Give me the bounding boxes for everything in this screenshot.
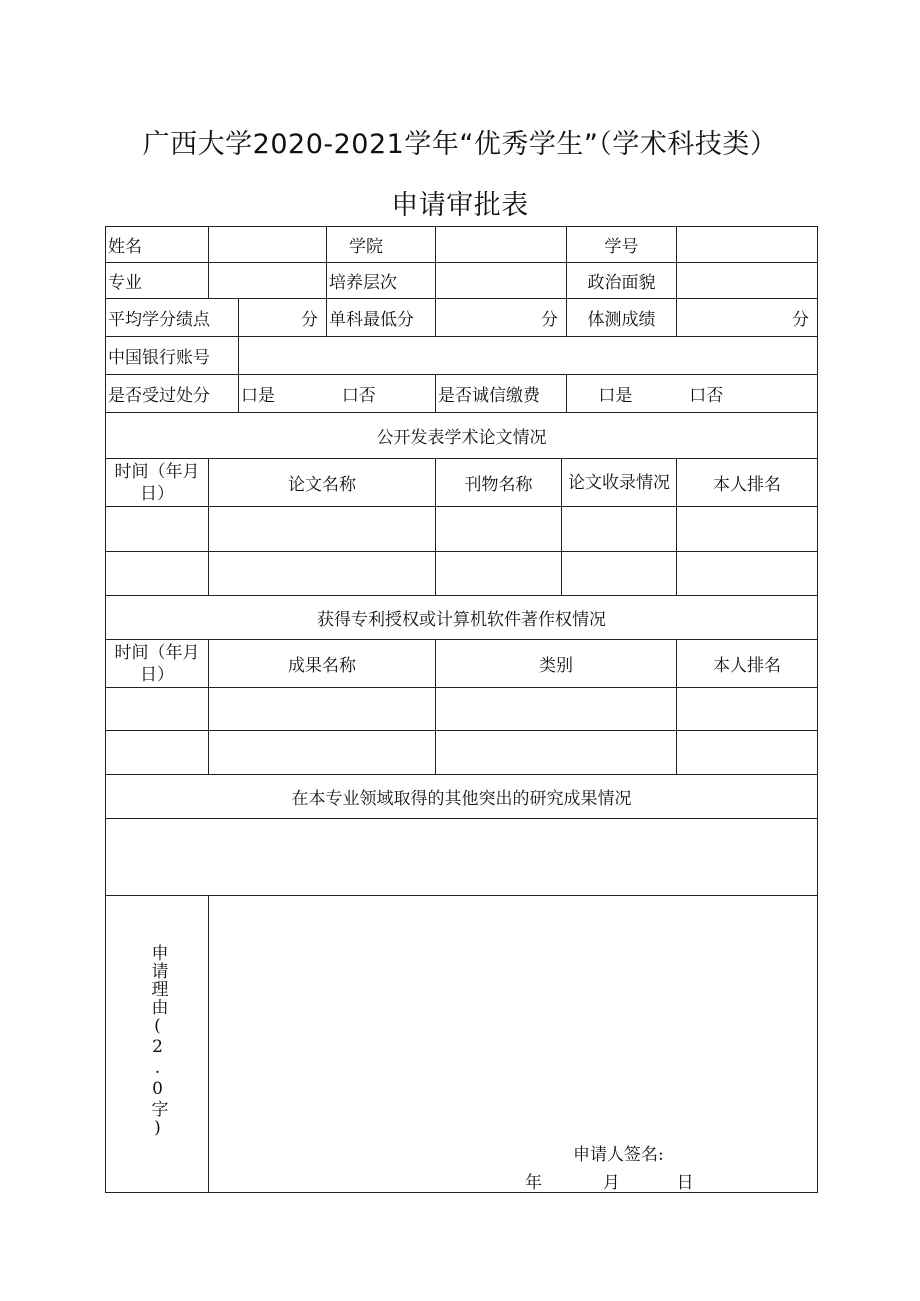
patents-data-row [106,688,818,731]
patents-cell[interactable] [436,688,677,731]
papers-cell[interactable] [106,552,209,596]
papers-col-time: 时间（年月日） [106,459,209,507]
min-score-label: 单科最低分 [327,299,436,337]
basic-row-5 [106,375,818,413]
student-id-label: 学号 [567,227,677,263]
papers-cell[interactable] [106,507,209,552]
date-month: 月 [602,1173,620,1193]
papers-cell[interactable] [677,552,818,596]
patents-cell[interactable] [106,688,209,731]
papers-cell[interactable] [436,552,562,596]
papers-cell[interactable] [677,507,818,552]
papers-section-row [106,413,818,459]
fee-options [567,375,818,413]
min-score-unit: 分 [541,310,558,330]
form-title: 广西大学2020-2021学年“优秀学生”（学术科技类） [142,129,778,160]
politics-field[interactable] [677,263,818,299]
other-content-row [106,819,818,896]
patents-cell[interactable] [106,731,209,775]
name-label: 姓名 [106,227,209,263]
college-field[interactable] [436,227,567,263]
reason-label: 申请理由(2.0字) [147,944,168,1139]
date-day: 日 [676,1173,694,1193]
reason-row [106,896,818,1193]
patents-cell[interactable] [209,688,436,731]
papers-section-title: 公开发表学术论文情况 [106,413,818,459]
punish-yes-checkbox[interactable]: 口是 [241,386,275,406]
patents-col-rank: 本人排名 [677,640,818,688]
patents-col-name: 成果名称 [209,640,436,688]
punish-label: 是否受过处分 [106,375,239,413]
fee-no-checkbox[interactable]: 口否 [689,386,724,406]
name-field[interactable] [209,227,327,263]
punish-options [239,375,436,413]
papers-data-row [106,552,818,596]
papers-cell[interactable] [562,552,677,596]
patents-col-time: 时间（年月日） [106,640,209,688]
application-form-table [105,226,818,1193]
papers-cell[interactable] [562,507,677,552]
basic-row-1 [106,227,818,263]
bank-field[interactable] [239,337,818,375]
patents-cell[interactable] [677,688,818,731]
politics-label: 政治面貌 [567,263,677,299]
papers-cell[interactable] [209,507,436,552]
papers-cell[interactable] [436,507,562,552]
patents-col-type: 类别 [436,640,677,688]
pe-field[interactable] [677,299,818,337]
level-field[interactable] [436,263,567,299]
patents-cell[interactable] [436,731,677,775]
reason-label-cell [106,896,209,1193]
patents-data-row [106,731,818,775]
major-field[interactable] [209,263,327,299]
college-label [327,227,436,263]
basic-row-4 [106,337,818,375]
form-subtitle: 申请审批表 [391,190,529,221]
papers-cell[interactable] [209,552,436,596]
patents-header-row [106,640,818,688]
patents-section-row [106,596,818,640]
major-label: 专业 [106,263,209,299]
fee-yes-checkbox[interactable]: 口是 [598,386,633,406]
level-label: 培养层次 [327,263,436,299]
basic-row-2 [106,263,818,299]
patents-cell[interactable] [209,731,436,775]
gpa-label: 平均学分绩点 [106,299,239,337]
other-section-row [106,775,818,819]
basic-row-3 [106,299,818,337]
applicant-signature-label: 申请人签名: [573,1145,664,1165]
papers-data-row [106,507,818,552]
patents-cell[interactable] [677,731,818,775]
patents-section-title: 获得专利授权或计算机软件著作权情况 [106,596,818,640]
bank-label: 中国银行账号 [106,337,239,375]
other-content-field[interactable] [106,819,818,896]
gpa-unit: 分 [301,310,318,330]
reason-field[interactable] [209,896,818,1193]
date-year: 年 [525,1173,542,1193]
pe-unit: 分 [792,310,809,330]
papers-header-row [106,459,818,507]
fee-label: 是否诚信缴费 [436,375,567,413]
student-id-field[interactable] [677,227,818,263]
pe-label: 体测成绩 [567,299,677,337]
college-label-text: 学院 [349,237,383,257]
other-section-title: 在本专业领域取得的其他突出的研究成果情况 [106,775,818,819]
papers-col-name: 论文名称 [209,459,436,507]
min-score-field[interactable] [436,299,567,337]
gpa-field[interactable] [239,299,327,337]
papers-col-index: 论文收录情况 [562,459,677,507]
papers-col-rank: 本人排名 [677,459,818,507]
punish-no-checkbox[interactable]: 口否 [341,386,376,406]
papers-col-journal: 刊物名称 [436,459,562,507]
signature-date [525,1168,694,1193]
